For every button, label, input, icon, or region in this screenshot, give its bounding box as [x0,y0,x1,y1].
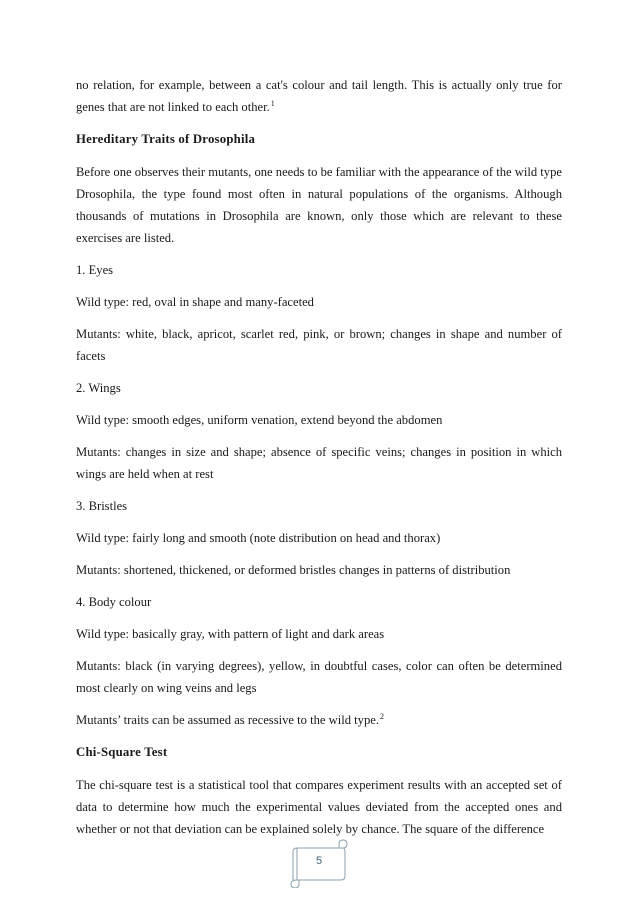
wings-wild-type: Wild type: smooth edges, uniform venation, extend beyond the abdomen [76,413,443,427]
paragraph-gene-linkage: no relation, for example, between a cat's colour and tail length. This is actually only true for genes that are not linked to each other.$^1$ [76,78,562,114]
footnote-ref-1: 1 [270,99,275,108]
eyes-wild-type: Wild type: red, oval in shape and many-faceted [76,295,314,309]
body-colour-wild-type: Wild type: basically gray, with pattern of light and dark areas [76,627,385,641]
paragraph-drosophila-intro: Before one observes their mutants, one needs to be familiar with the appearance of the wild type Drosophila, the type found most often in natural populations of the organisms. Although thousands of mutations in Drosophila are known, only those which are relevant to these exercises are listed. [76,165,562,245]
heading-chi-square-test: Chi-Square Test [76,745,168,759]
page-content [76,74,562,850]
bristles-mutants: Mutants: shortened, thickened, or deformed bristles changes in patterns of distribution [76,563,511,577]
list-heading-bristles: 3. Bristles [76,499,128,513]
page-footer [283,836,355,888]
list-heading-wings: 2. Wings [76,381,121,395]
eyes-mutants: Mutants: white, black, apricot, scarlet red, pink, or brown; changes in shape and number of facets [76,327,562,363]
paragraph-recessive-traits: Mutants’ traits can be assumed as recessive to the wild type.$^2$ [76,712,384,727]
wings-mutants: Mutants: changes in size and shape; absence of specific veins; changes in position in which wings are held when at rest [76,445,562,481]
bristles-wild-type: Wild type: fairly long and smooth (note distribution on head and thorax) [76,531,441,545]
body-colour-mutants: Mutants: black (in varying degrees), yellow, in doubtful cases, color can often be determined most clearly on wing veins and legs [76,659,562,695]
list-heading-body-colour: 4. Body colour [76,595,152,609]
paragraph-chi-square: The chi-square test is a statistical tool that compares experiment results with an accepted set of data to determine how much the experimental values deviated from the accepted ones and whether or not that deviation can be explained solely by chance. The square of the difference [76,778,562,836]
footnote-ref-2: 2 [379,712,384,721]
list-heading-eyes: 1. Eyes [76,263,114,277]
page-number: 5 [315,855,323,867]
heading-hereditary-traits: Hereditary Traits of Drosophila [76,132,256,146]
